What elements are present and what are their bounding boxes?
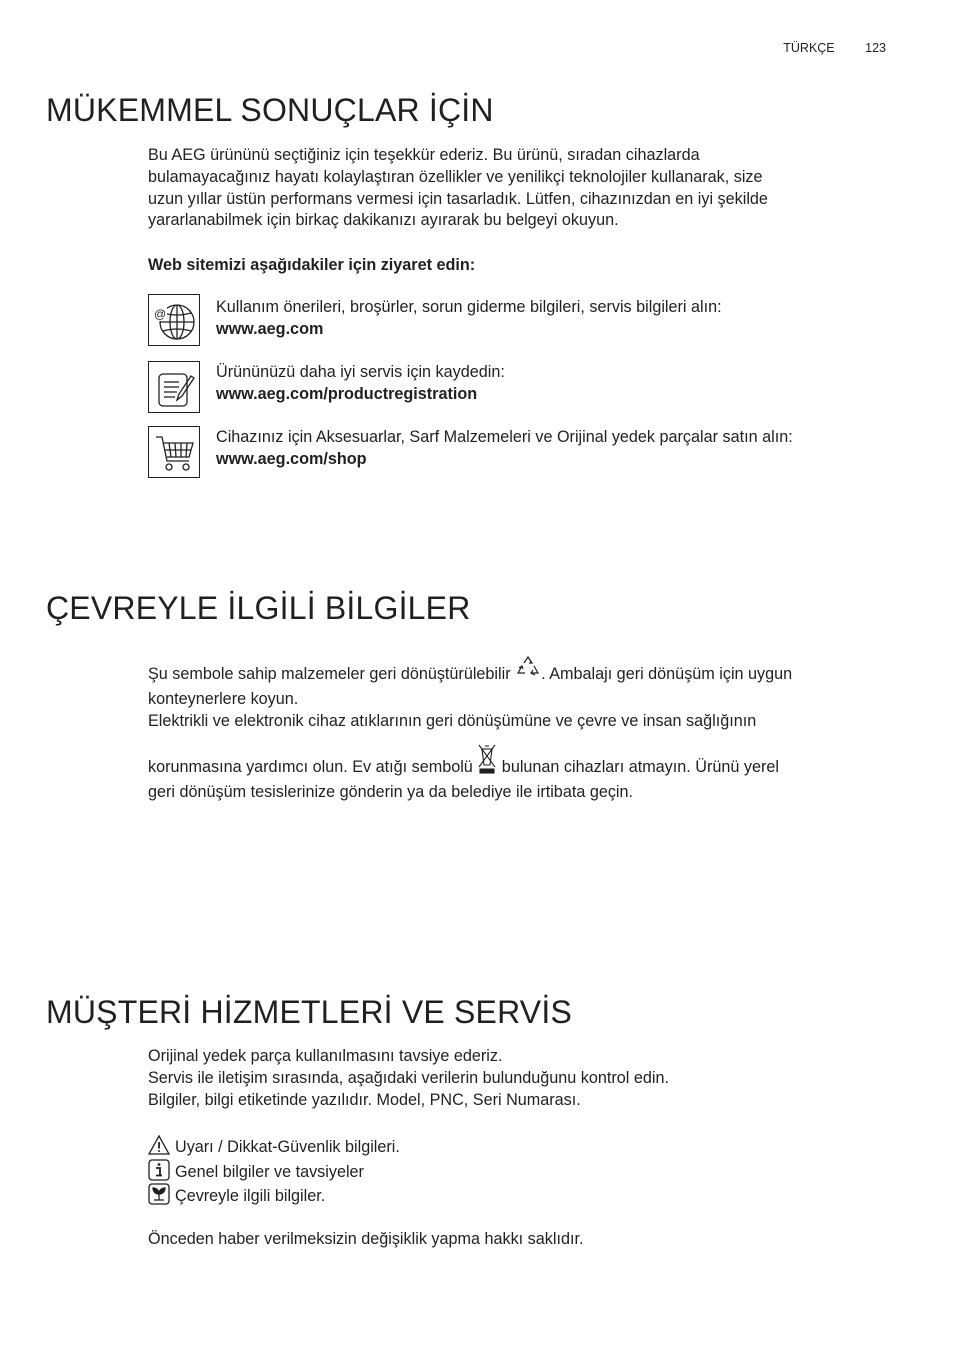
page-number: 123 bbox=[865, 41, 886, 55]
shopping-cart-icon bbox=[148, 426, 200, 478]
link-description: Ürününüzü daha iyi servis için kaydedin: bbox=[216, 363, 505, 381]
link-url-aeg[interactable]: www.aeg.com bbox=[216, 319, 324, 338]
info-icon bbox=[148, 1159, 170, 1181]
recycling-paragraph: Şu sembole sahip malzemeler geri dönüştürülebilir . Ambalajı geri dönüşüm için uygun konteynerlere koyun. Elektrikli ve elektronik cihaz atıklarının geri dönüşümüne ve çevre ve insan sağlığının korunmasına yardımcı olun. Ev atığı sembolü bulunan cihazları atmayın. Ürünü yerel geri dönüşüm tesislerinize gönderin ya da belediye ile irtibata geçin. bbox=[148, 654, 878, 804]
section-title-environment: ÇEVREYLE İLGİLİ BİLGİLER bbox=[46, 590, 471, 626]
link-row-shop bbox=[216, 427, 896, 471]
intro-line: uzun yıllar üstün performans vermesi için tasarladık. Lütfen, cihazınızdan en iyi şekilde bbox=[148, 189, 768, 208]
link-url-shop[interactable]: www.aeg.com/shop bbox=[216, 449, 367, 468]
visit-website-label: Web sitemizi aşağıdakiler için ziyaret edin: bbox=[148, 256, 476, 274]
intro-line: bulamayacağınız hayatı kolaylaştıran özellikler ve yenilikçi teknolojiler kullanarak, size bbox=[148, 167, 763, 186]
section-title-customer-service: MÜŞTERİ HİZMETLERİ VE SERVİS bbox=[46, 994, 572, 1030]
link-description: Cihazınız için Aksesuarlar, Sarf Malzemeleri ve Orijinal yedek parçalar satın alın: bbox=[216, 428, 793, 446]
footer-note: Önceden haber verilmeksizin değişiklik yapma hakkı saklıdır. bbox=[148, 1230, 584, 1248]
warning-triangle-icon bbox=[148, 1134, 170, 1156]
intro-paragraph bbox=[148, 145, 878, 232]
svg-text:@: @ bbox=[154, 307, 167, 321]
link-row-registration bbox=[216, 362, 896, 406]
service-paragraph: Orijinal yedek parça kullanılmasını tavsiye ederiz. Servis ile iletişim sırasında, aşağıdaki verilerin bulunduğunu kontrol edin. Bilgiler, bilgi etiketinde yazılıdır. Model, PNC, Seri Numarası. bbox=[148, 1047, 669, 1109]
registration-form-icon bbox=[148, 361, 200, 413]
link-row-info bbox=[216, 297, 896, 341]
crossed-bin-icon bbox=[477, 743, 497, 782]
intro-line: Bu AEG ürününü seçtiğiniz için teşekkür ederiz. Bu ürünü, sıradan cihazlarda bbox=[148, 146, 700, 164]
page-header bbox=[783, 41, 886, 55]
intro-line: yararlanabilmek için birkaç dakikanızı ayırarak bu belgeyi okuyun. bbox=[148, 211, 619, 230]
language-label: TÜRKÇE bbox=[783, 41, 835, 55]
symbol-row-info: Genel bilgiler ve tavsiyeler bbox=[148, 1159, 364, 1183]
symbol-row-warning: Uyarı / Dikkat-Güvenlik bilgileri. bbox=[148, 1134, 400, 1158]
web-globe-icon bbox=[148, 294, 200, 346]
symbol-row-environment: Çevreyle ilgili bilgiler. bbox=[148, 1183, 325, 1207]
link-url-productregistration[interactable]: www.aeg.com/productregistration bbox=[216, 384, 478, 403]
recycle-icon bbox=[515, 654, 541, 689]
section-title-best-results: MÜKEMMEL SONUÇLAR İÇİN bbox=[46, 92, 494, 128]
environment-leaf-icon bbox=[148, 1183, 170, 1205]
link-description: Kullanım önerileri, broşürler, sorun giderme bilgileri, servis bilgileri alın: bbox=[216, 298, 722, 316]
